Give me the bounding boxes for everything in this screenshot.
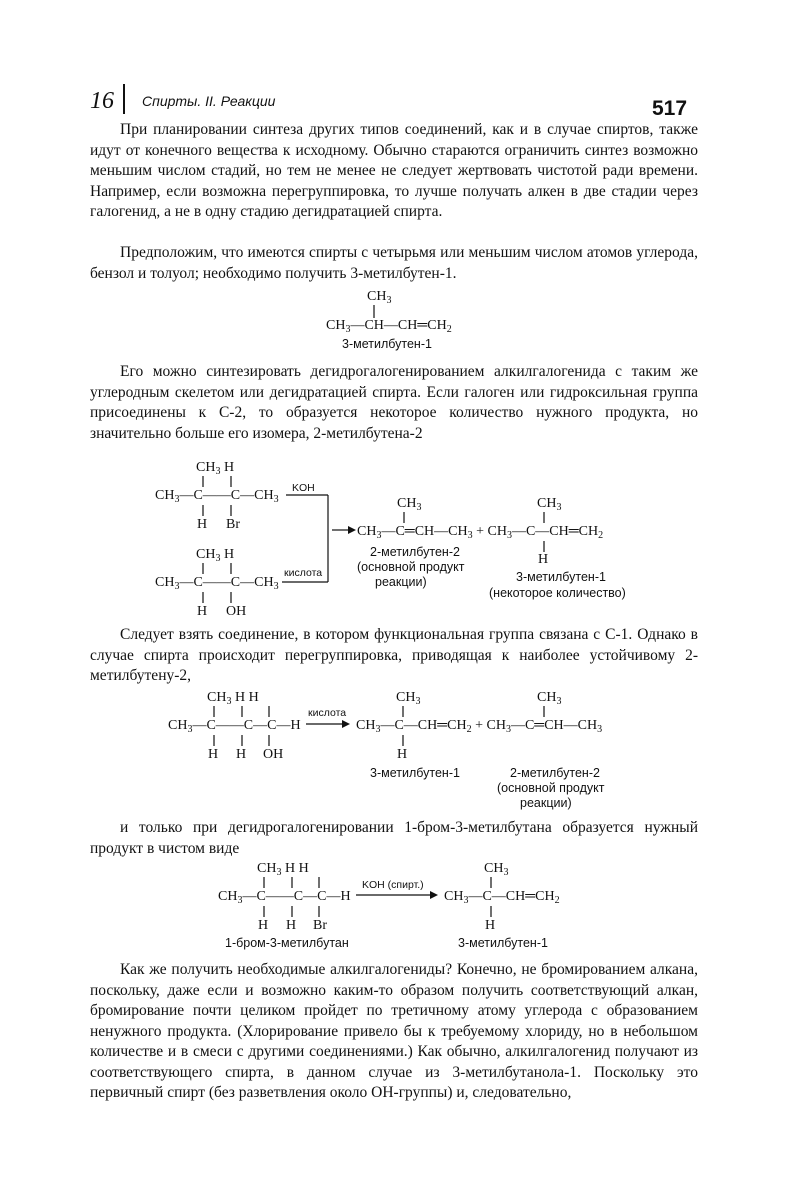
header-divider [123,84,125,114]
svg-text:CH3 H: $CH_3$ H [196,547,235,564]
running-title: Спирты. II. Реакции [142,93,276,109]
svg-text:CH3: $CH_3$ [367,289,392,306]
chapter-number: 16 [90,88,114,114]
scheme-dehydrohalogenation [0,857,792,957]
svg-text:H: H [236,747,247,762]
scheme-3-methylbutene-1 [0,285,792,355]
svg-text:CH3: $CH_3$ [397,496,422,513]
svg-text:H: H [286,918,297,933]
paragraph-4: Следует взять соединение, в котором функциональная группа связана с C-1. Однако в случае спирта происходит перегруппировка, приводящая к наиболее устойчивому 2-метилбутену-2, [90,626,698,684]
svg-text:CH3—C—CH═CH2: $CH_3—C—CH═CH_2$ [444,889,560,906]
svg-text:CH3—C——C—CH3: $CH_3—C——C—CH_3$ [155,488,279,505]
scheme3-product2-caption: 2-метилбутен-2 [510,766,600,780]
paragraph-3: Его можно синтезировать дегидрогалогенированием алкилгалогенида с таким же углеродным скелетом или дегидратацией спирта. Если галоген или гидроксильная группа присоединены к C-2, то образуется некоторое количество нужного продукта, но значительно больше его изомера, 2-метилбутена-2 [90,363,698,442]
paragraph-6: Как же получить необходимые алкилгалогениды? Конечно, не бромированием алкана, поскольку, даже если и возможно каким-то образом получить соответствующий алкан, бромирование почти целиком пройдет по третичному атому углерода с образованием ненужного продукта. (Хлорирование привело бы к требуемому хлориду, но в небольшом количестве и в смеси с другими соединениями.) Как обычно, алкилгалогенид получают из соответствующего спирта, в данном случае из 3-метилбутанола-1. Поскольку это первичный спирт (без разветвления около OH-группы) и, следовательно, [90,961,698,1101]
svg-text:CH3 H H: $CH_3$ H H [257,861,309,878]
svg-text:H: H [485,918,496,933]
scheme2-oh: OH [226,604,247,619]
svg-text:CH3—C═CH—CH3 + CH3—C—CH═CH2: $CH_3—C═CH—CH_3$ + $CH_3—C—CH═CH_2$ [357,524,604,541]
scheme2-reagent-koh: KOH [292,482,315,494]
scheme-dehydration-c2 [0,455,792,635]
svg-text:CH3: $CH_3$ [396,690,421,707]
svg-text:CH3: $CH_3$ [537,496,562,513]
scheme4-product-caption: 3-метилбутен-1 [458,936,548,950]
scheme4-reagent: KOH (спирт.) [362,879,424,891]
scheme2-product1-note2: реакции) [375,575,427,589]
scheme4-reactant-caption: 1-бром-3-метилбутан [225,936,349,950]
scheme3-product2-note1: (основной продукт [497,781,605,795]
svg-text:CH3 H: $CH_3$ H [196,460,235,477]
scheme2-product1-note1: (основной продукт [357,560,465,574]
svg-text:CH3—C——C—C—H: $CH_3—C——C—C—H$ [168,718,301,735]
scheme3-product2-note2: реакции) [520,796,572,810]
scheme-dehydration-c1 [0,687,792,812]
svg-text:CH3: $CH_3$ [484,861,509,878]
svg-text:H: H [397,747,408,762]
scheme2-product1-caption: 2-метилбутен-2 [370,545,460,559]
page-number: 517 [652,97,688,120]
scheme3-oh: OH [263,747,284,762]
scheme2-product2-note: (некоторое количество) [489,586,626,600]
svg-text:CH3—C——C—CH3: $CH_3—C——C—CH_3$ [155,575,279,592]
scheme3-product1-caption: 3-метилбутен-1 [370,766,460,780]
scheme2-reagent-acid: кислота [284,567,323,579]
svg-text:CH3—C——C—C—H: $CH_3—C——C—C—H$ [218,889,351,906]
svg-text:CH3 H H: $CH_3$ H H [207,690,259,707]
scheme3-reagent: кислота [308,707,347,719]
paragraph-2: Предположим, что имеются спирты с четырьмя или меньшим числом атомов углерода, бензол и толуол; необходимо получить 3-метилбутен-1. [90,244,698,282]
paragraph-5: и только при дегидрогалогенировании 1-бром-3-метилбутана образуется нужный продукт в чистом виде [90,819,698,857]
svg-text:H: H [538,552,549,567]
svg-text:CH3: $CH_3$ [537,690,562,707]
svg-text:H: H [197,517,208,532]
svg-text:H: H [197,604,208,619]
svg-text:CH3—C—CH═CH2 + CH3—C═CH—CH3: $CH_3—C—CH═CH_2$ + $CH_3—C═CH—CH_3$ [356,718,603,735]
scheme2-br: Br [226,517,240,532]
scheme1-caption: 3-метилбутен-1 [342,337,432,351]
svg-text:H: H [258,918,269,933]
svg-text:CH3—CH—CH═CH2: $CH_3—CH—CH═CH_2$ [326,318,452,335]
scheme4-br: Br [313,918,327,933]
paragraph-1: При планировании синтеза других типов соединений, как и в случае спиртов, также идут от конечного вещества к исходному. Обычно стараются ограничить синтез возможно меньшим числом стадий, но тем не менее не следует жертвовать чистотой ради времени. Например, если возможна перегруппировка, то лучше получать алкен в две стадии через галогенид, а не в одну стадию дегидратацией спирта. [90,121,698,220]
svg-text:H: H [208,747,219,762]
scheme2-product2-caption: 3-метилбутен-1 [516,570,606,584]
